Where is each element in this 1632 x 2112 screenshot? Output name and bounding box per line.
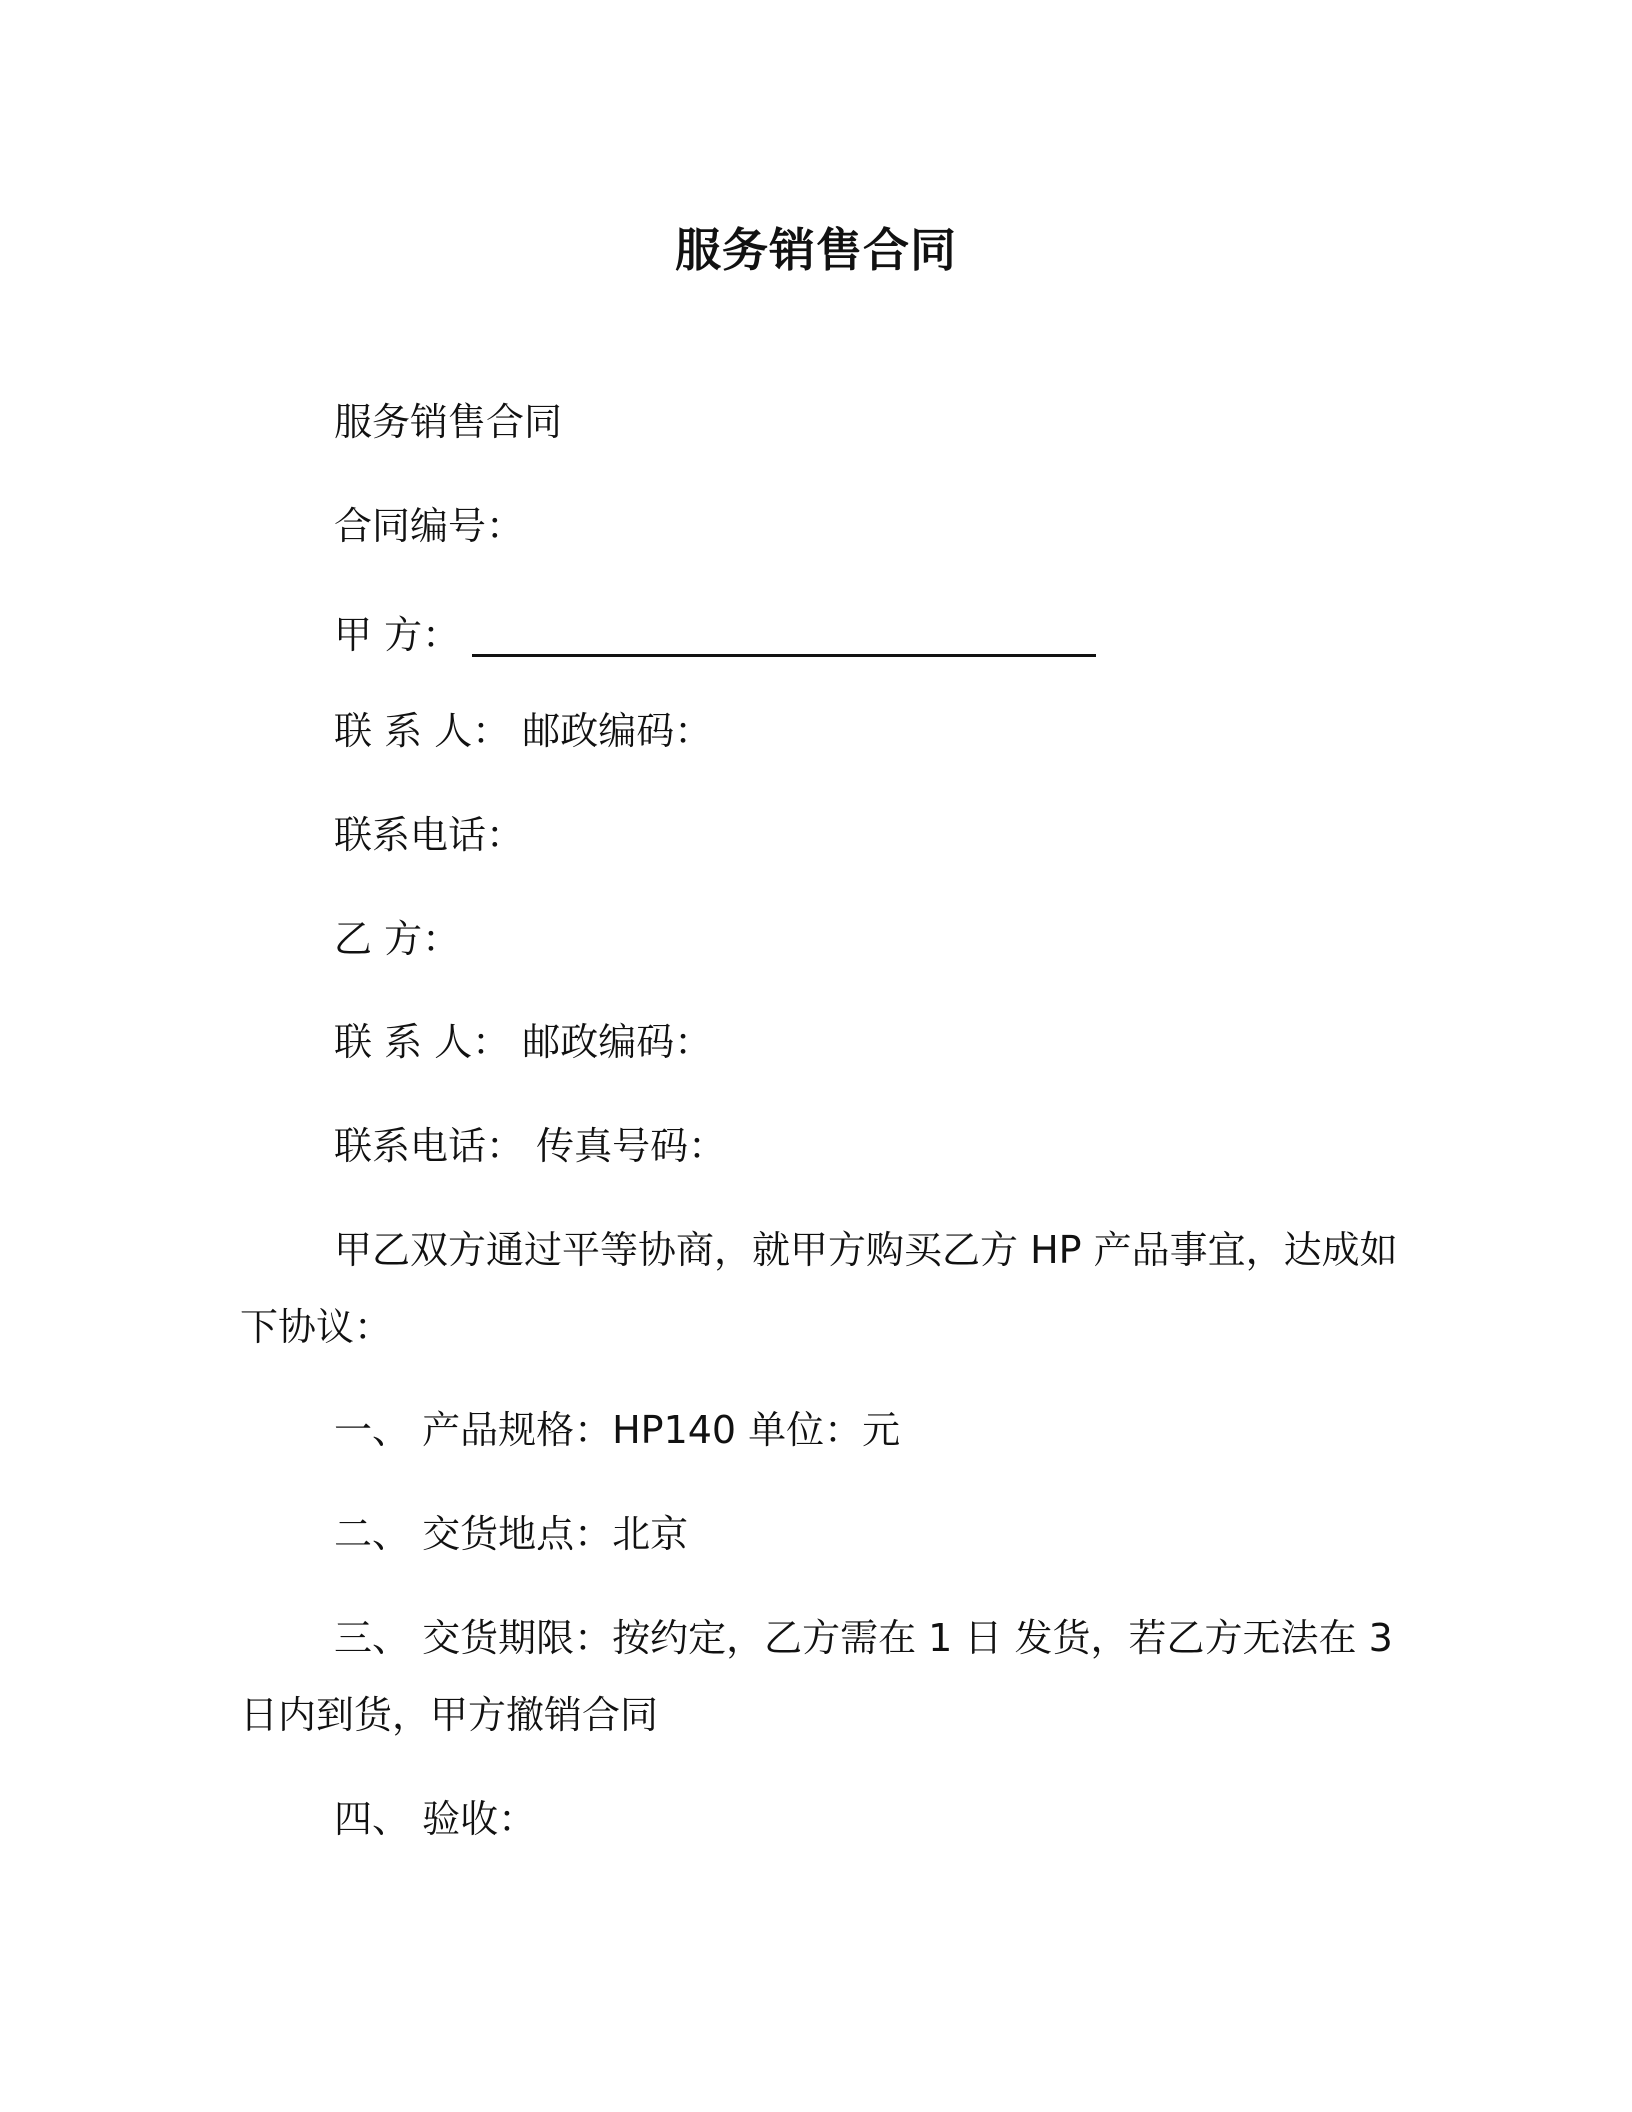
party-a-label: 甲 方： — [334, 613, 461, 657]
clause-4-acceptance: 四、 验收： — [334, 1797, 537, 1841]
clause-3-delivery-term-line-2: 日内到货，甲方撤销合同 — [240, 1693, 659, 1737]
agreement-intro-line-1: 甲乙双方通过平等协商，就甲方购买乙方 HP 产品事宜，达成如 — [334, 1228, 1398, 1272]
contract-subtitle: 服务销售合同 — [334, 400, 563, 444]
party-a-contact-row: 联 系 人： 邮政编码： — [334, 709, 713, 753]
clause-1-product-spec: 一、 产品规格：HP140 单位：元 — [334, 1408, 901, 1452]
party-b-contact-row: 联 系 人： 邮政编码： — [334, 1020, 713, 1064]
party-b-phone-fax-row: 联系电话： 传真号码： — [334, 1124, 727, 1168]
clause-2-delivery-location: 二、 交货地点：北京 — [334, 1512, 689, 1556]
party-a-phone-row: 联系电话： — [334, 813, 525, 857]
party-a-row — [334, 610, 1096, 660]
document-title: 服务销售合同 — [675, 223, 957, 277]
party-b-row: 乙 方： — [334, 917, 461, 961]
contract-number-label: 合同编号： — [334, 504, 525, 548]
agreement-intro-line-2: 下协议： — [240, 1305, 393, 1349]
party-a-blank-line — [472, 610, 1096, 657]
clause-3-delivery-term-line-1: 三、 交货期限：按约定，乙方需在 1 日 发货，若乙方无法在 3 — [334, 1616, 1393, 1660]
